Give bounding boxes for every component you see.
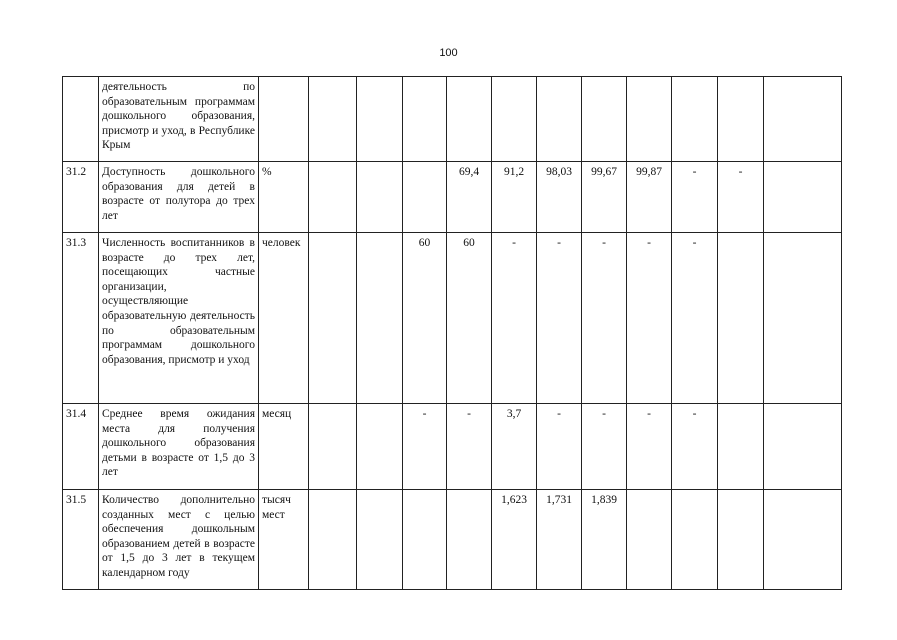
value-cell xyxy=(627,77,672,162)
value-cell: 60 xyxy=(403,233,447,404)
value-cell: 1,731 xyxy=(537,490,582,590)
row-description-text: Количество дополнительно созданных мест с целью обеспечения дошкольным образованием детей в возрасте от 1,5 до 3 лет в текущем календарном году xyxy=(102,494,255,579)
value-cell: - xyxy=(492,233,537,404)
row-description-text: Численность воспитанников в возрасте до трех лет, посещающих частные организации, осуществляющие образовательную деятельность по образовательным программам дошкольного образования, присмотр и уход xyxy=(102,237,255,366)
value-cell xyxy=(309,490,357,590)
value-cell xyxy=(309,404,357,490)
row-unit: % xyxy=(259,162,309,233)
value-cell: - xyxy=(627,404,672,490)
table-row xyxy=(63,77,842,162)
value-cell xyxy=(764,490,842,590)
value-cell xyxy=(403,162,447,233)
row-number xyxy=(63,77,99,162)
value-cell xyxy=(357,77,403,162)
row-description xyxy=(99,490,259,590)
value-cell xyxy=(357,233,403,404)
value-cell xyxy=(582,77,627,162)
value-cell xyxy=(447,490,492,590)
table-row xyxy=(63,490,842,590)
value-cell: - xyxy=(537,233,582,404)
value-cell: - xyxy=(582,233,627,404)
value-cell: 99,67 xyxy=(582,162,627,233)
value-cell: 98,03 xyxy=(537,162,582,233)
row-description xyxy=(99,233,259,404)
row-unit: тысяч мест xyxy=(259,490,309,590)
value-cell xyxy=(309,233,357,404)
value-cell xyxy=(718,77,764,162)
value-cell: - xyxy=(718,162,764,233)
indicators-table xyxy=(62,76,842,590)
value-cell xyxy=(403,490,447,590)
value-cell xyxy=(537,77,582,162)
value-cell xyxy=(492,77,537,162)
value-cell xyxy=(403,77,447,162)
row-unit: человек xyxy=(259,233,309,404)
value-cell: - xyxy=(672,233,718,404)
value-cell xyxy=(718,233,764,404)
table-row xyxy=(63,233,842,404)
value-cell: - xyxy=(627,233,672,404)
row-number: 31.4 xyxy=(63,404,99,490)
value-cell: - xyxy=(582,404,627,490)
value-cell: - xyxy=(403,404,447,490)
row-unit xyxy=(259,77,309,162)
value-cell xyxy=(672,490,718,590)
row-unit: месяц xyxy=(259,404,309,490)
value-cell: - xyxy=(672,404,718,490)
table-row xyxy=(63,404,842,490)
value-cell: 1,839 xyxy=(582,490,627,590)
value-cell xyxy=(357,162,403,233)
row-number: 31.2 xyxy=(63,162,99,233)
value-cell: - xyxy=(447,404,492,490)
row-description xyxy=(99,404,259,490)
value-cell xyxy=(309,77,357,162)
value-cell xyxy=(764,77,842,162)
value-cell: 99,87 xyxy=(627,162,672,233)
value-cell: 1,623 xyxy=(492,490,537,590)
value-cell: - xyxy=(672,162,718,233)
row-number: 31.5 xyxy=(63,490,99,590)
value-cell xyxy=(357,490,403,590)
value-cell xyxy=(718,404,764,490)
value-cell: 91,2 xyxy=(492,162,537,233)
value-cell xyxy=(672,77,718,162)
value-cell xyxy=(447,77,492,162)
value-cell: 69,4 xyxy=(447,162,492,233)
value-cell: 60 xyxy=(447,233,492,404)
row-description xyxy=(99,77,259,162)
value-cell xyxy=(764,233,842,404)
value-cell xyxy=(764,404,842,490)
value-cell xyxy=(309,162,357,233)
value-cell xyxy=(627,490,672,590)
value-cell: 3,7 xyxy=(492,404,537,490)
row-description xyxy=(99,162,259,233)
page-number: 100 xyxy=(439,47,458,59)
value-cell xyxy=(764,162,842,233)
value-cell xyxy=(718,490,764,590)
value-cell xyxy=(357,404,403,490)
row-number: 31.3 xyxy=(63,233,99,404)
value-cell: - xyxy=(537,404,582,490)
table-row xyxy=(63,162,842,233)
row-description-text: деятельность по образовательным программам дошкольного образования, присмотр и уход, в Республике Крым xyxy=(102,81,255,152)
row-description-text: Доступность дошкольного образования для детей в возрасте от полутора до трех лет xyxy=(102,166,255,222)
row-description-text: Среднее время ожидания места для получения дошкольного образования детьми в возрасте от 1,5 до 3 лет xyxy=(102,408,255,479)
